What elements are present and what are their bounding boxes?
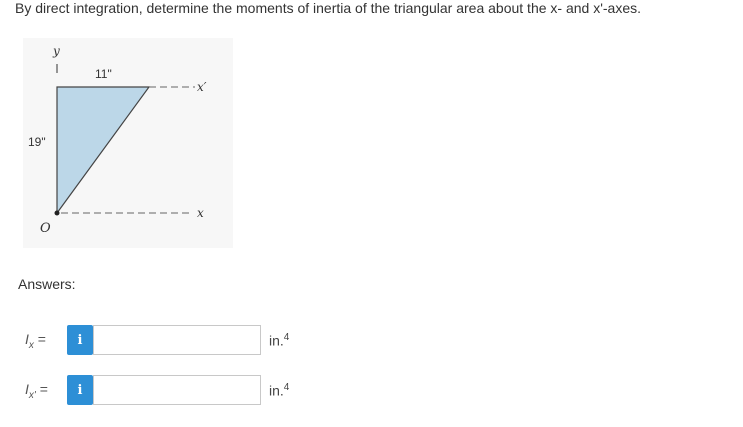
info-icon[interactable]: i (67, 375, 93, 405)
answer-row-ixprime (0, 375, 743, 405)
triangle-figure (23, 38, 233, 248)
question-text: By direct integration, determine the moments of inertia of the triangular area about the x- and x'-axes. (15, 0, 642, 16)
x-prime-axis-label: x′ (197, 80, 207, 94)
origin-point (55, 211, 60, 216)
ix-unit-exp: 4 (283, 332, 290, 343)
ixprime-unit (269, 382, 289, 399)
ix-label (25, 331, 46, 351)
triangle-area (57, 87, 149, 213)
answer-row-ix (0, 325, 743, 355)
figure-svg (23, 38, 233, 248)
ixprime-unit-exp: 4 (283, 382, 290, 393)
ix-unit (269, 332, 289, 349)
answers-heading: Answers: (18, 276, 76, 292)
width-dimension: 11" (95, 67, 112, 81)
ixprime-unit-text: in. (269, 382, 284, 399)
origin-label: O (40, 221, 51, 236)
ixprime-label (25, 381, 48, 401)
ixprime-sub: x' (28, 389, 36, 401)
ix-var: I (25, 331, 29, 347)
ix-unit-text: in. (269, 332, 284, 349)
ix-sub: x (28, 339, 34, 351)
info-icon[interactable]: i (67, 325, 93, 355)
x-axis-label: x (197, 206, 204, 220)
ix-answer-input[interactable] (93, 325, 261, 355)
ixprime-var: I (25, 381, 29, 397)
height-dimension: 19" (28, 135, 46, 149)
ixprime-eq: = (39, 381, 48, 397)
ix-eq: = (37, 331, 46, 347)
y-axis-label: y (53, 44, 60, 58)
ixprime-answer-input[interactable] (93, 375, 261, 405)
